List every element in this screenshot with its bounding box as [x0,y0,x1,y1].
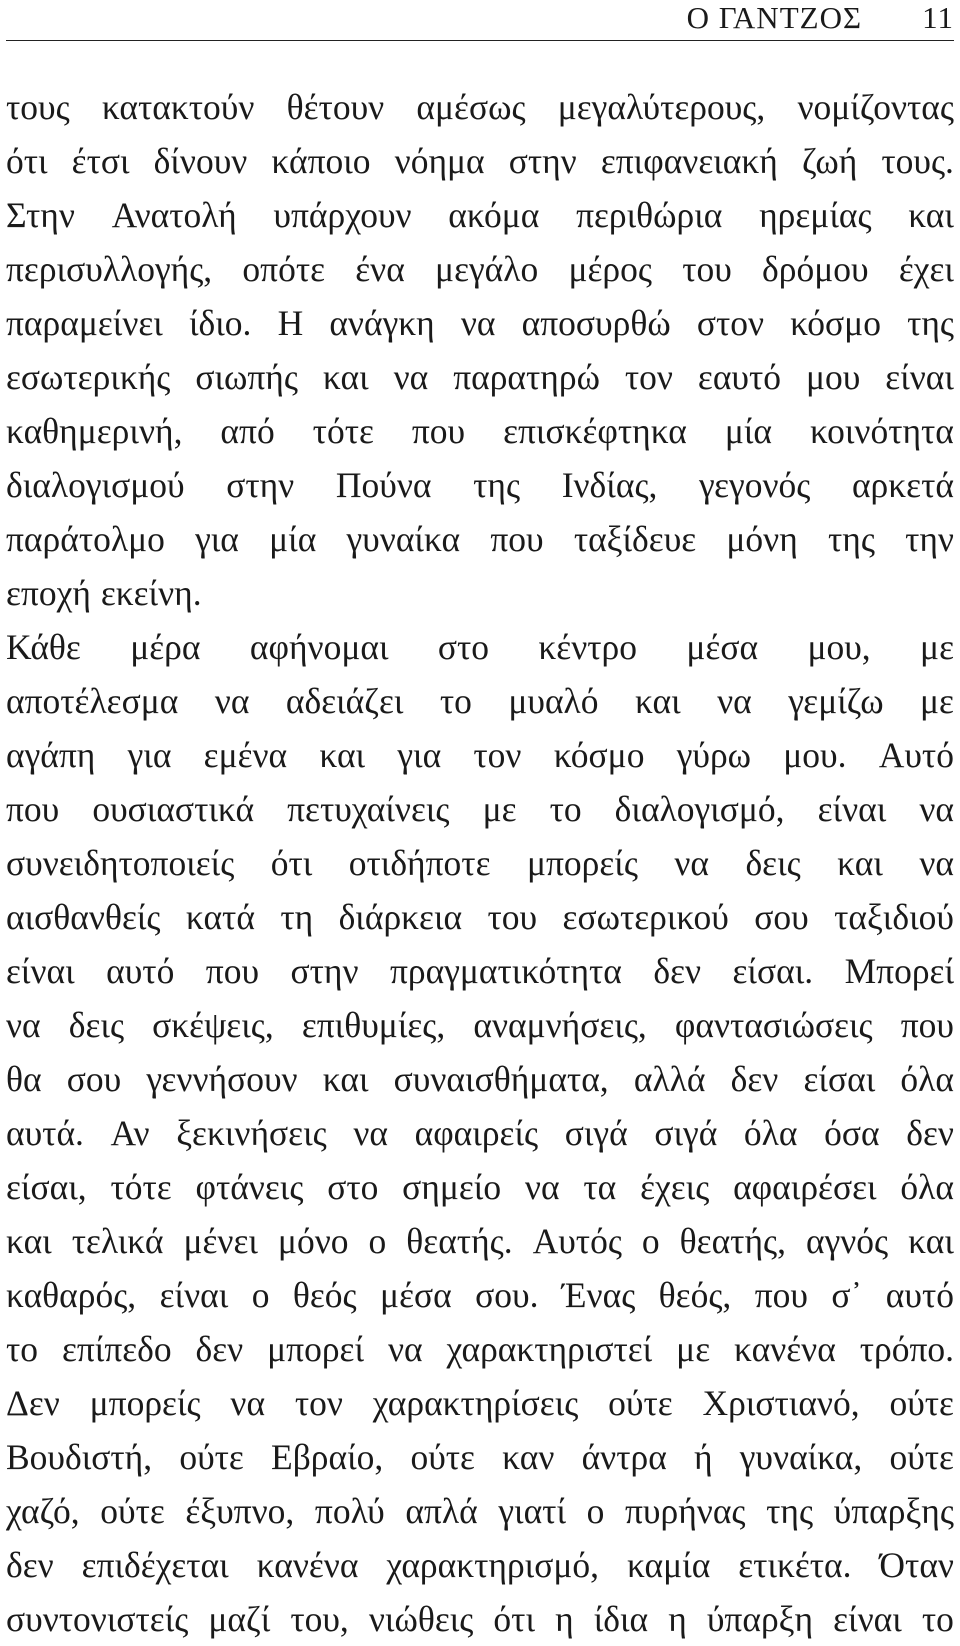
word: κόσμο [790,303,881,343]
word: στην [290,951,359,991]
word: τη [280,897,314,937]
text-line [6,512,954,566]
word: άντρα [581,1437,667,1477]
word: θα [6,1059,42,1099]
word: ούτε [100,1491,165,1531]
word: Ινδίας, [561,465,658,505]
word: χαρακτηρίσεις [372,1383,579,1423]
word: επισκέφτηκα [503,411,687,451]
word: ταξίδευε [573,519,697,559]
word: μόνη [726,519,798,559]
word: είναι [833,1599,902,1639]
text-line [6,296,954,350]
word: καθημερινή, [6,411,183,451]
word: για [127,735,172,775]
word: Όταν [879,1545,954,1585]
word: Ανατολή [111,195,237,235]
word: ηρεμίας [759,195,872,235]
text-line [6,242,954,296]
word: αποσυρθώ [521,303,671,343]
word: γυναίκα, [739,1437,863,1477]
word: αυτό [885,1275,954,1315]
word: ξεκινήσεις [176,1113,327,1153]
word: είναι [885,357,954,397]
word: χαρακτηριστεί [446,1329,653,1369]
word: σου [66,1059,122,1099]
word: κανένα [256,1545,359,1585]
word: καμία [626,1545,711,1585]
word: το [921,1599,954,1639]
word: ύπαρξης [833,1491,954,1531]
word: είναι [817,789,887,829]
word: αγάπη [6,735,96,775]
word: στο [437,627,490,667]
text-line [6,782,954,836]
word: ούτε [889,1437,954,1477]
word: του, [290,1599,349,1639]
word: της [473,465,521,505]
word: στην [226,465,295,505]
text-line [6,566,954,620]
word: Στην [6,195,75,235]
word: καθαρός, [6,1275,137,1315]
word: να [230,1383,266,1423]
word: στον [696,303,765,343]
word: είναι [159,1275,229,1315]
word: θεός [292,1275,357,1315]
word: αμέσως [416,87,526,127]
text-line [6,1160,954,1214]
word: στην [508,141,577,181]
word: οτιδήποτε [348,843,491,883]
text-line [6,80,954,134]
text-line [6,728,954,782]
word: αγνός [805,1221,889,1261]
word: της [907,303,954,343]
word: περιθώρια [576,195,723,235]
word: δεν [730,1059,779,1099]
text-line [6,1430,954,1484]
word: νομίζοντας [797,87,954,127]
word: έτσι [71,141,130,181]
word: φτάνεις [195,1167,304,1207]
word: ταξιδιού [834,897,954,937]
text-line [6,1106,954,1160]
word: να [6,1005,41,1045]
word: ουσιαστικά [92,789,255,829]
word: και [6,1221,52,1261]
word: δεν [906,1113,954,1153]
text-line [6,620,954,674]
word: ίδια [593,1599,649,1639]
word: δεις [68,1005,125,1045]
word: κάποιο [271,141,371,181]
word: είσαι. [732,951,814,991]
word: νόημα [394,141,485,181]
word: θέτουν [286,87,385,127]
running-title: Ο ΓΑΝΤΖΟΣ [686,0,862,35]
text-line [6,1484,954,1538]
word: γύρω [676,735,752,775]
word: τους. [881,141,954,181]
word: εκείνη. [100,573,202,613]
word: Εβραίο, [271,1437,384,1477]
word: ούτε [410,1437,475,1477]
word: καν [502,1437,555,1477]
word: μέρος [568,249,652,289]
word: το [549,789,582,829]
word: να [717,681,752,721]
word: απλά [405,1491,478,1531]
word: είναι [6,951,75,991]
text-line [6,1214,954,1268]
word: μέσα [380,1275,452,1315]
word: εσωτερικού [562,897,729,937]
word: Αυτό [878,735,954,775]
word: να [460,303,496,343]
word: τελικά [71,1221,164,1261]
word: μία [269,519,317,559]
word: γεγονός [699,465,811,505]
word: συναισθήματα, [393,1059,609,1099]
word: για [397,735,442,775]
word: διαλογισμού [6,465,185,505]
word: διάρκεια [338,897,463,937]
word: μόνο [277,1221,349,1261]
word: η [555,1599,574,1639]
word: αισθανθείς [6,897,161,937]
word: θεός, [658,1275,732,1315]
word: ούτε [179,1437,244,1477]
word: και [322,357,369,397]
word: και [908,195,954,235]
word: αναμνήσεις, [473,1005,647,1045]
word: Κάθε [6,627,81,667]
word: με [920,681,954,721]
word: νιώθεις [368,1599,474,1639]
word: επιφανειακή [600,141,778,181]
word: κέντρο [538,627,637,667]
word: να [393,357,429,397]
word: τρόπο. [859,1329,954,1369]
text-line [6,350,954,404]
word: ή [693,1437,713,1477]
word: κατακτούν [101,87,255,127]
word: οπότε [242,249,326,289]
word: είσαι, [6,1167,87,1207]
word: που [490,519,544,559]
word: και [634,681,681,721]
word: τότε [312,411,374,451]
word: για [195,519,239,559]
word: πετυχαίνεις [287,789,450,829]
word: κανένα [734,1329,836,1369]
word: τότε [110,1167,172,1207]
word: σιγά [564,1113,628,1153]
word: επίπεδο [61,1329,172,1369]
word: πυρήνας [625,1491,746,1531]
word: εποχή [6,573,91,613]
word: παράτολμο [6,519,165,559]
word: μπορείς [526,843,638,883]
word: και [908,1221,954,1261]
word: σημείο [402,1167,502,1207]
word: τον [473,735,522,775]
word: δεν [6,1545,54,1585]
word: αφαιρέσει [733,1167,877,1207]
word: που [205,951,260,991]
word: τα [583,1167,617,1207]
word: θεατής. [406,1221,513,1261]
word: όλα [900,1167,954,1207]
word: με [482,789,517,829]
word: θεατής, [679,1221,786,1261]
word: επιθυμίες, [301,1005,446,1045]
word: μέσα [686,627,759,667]
word: που [411,411,466,451]
word: μου. [783,735,847,775]
word: να [387,1329,423,1369]
text-line [6,134,954,188]
word: έχει [898,249,954,289]
word: κοινότητα [810,411,954,451]
word: Πούνα [335,465,432,505]
word: της [828,519,875,559]
word: με [920,627,954,667]
word: συντονιστείς [6,1599,189,1639]
word: Βουδιστή, [6,1437,153,1477]
text-line [6,890,954,944]
word: μία [724,411,773,451]
word: μπορεί [267,1329,365,1369]
word: δεν [195,1329,244,1369]
word: μπορείς [89,1383,201,1423]
running-header [6,0,954,41]
word: γυναίκα [346,519,461,559]
word: είσαι [803,1059,876,1099]
word: πολύ [314,1491,385,1531]
page-number: 11 [922,0,954,35]
word: πραγματικότητα [389,951,622,991]
text-line [6,1538,954,1592]
word: που [754,1275,808,1315]
word: να [214,681,250,721]
word: εσωτερικής [6,357,171,397]
word: μένει [183,1221,258,1261]
word: σου [754,897,809,937]
word: περισυλλογής, [6,249,213,289]
word: αφήνομαι [249,627,389,667]
word: και [319,735,366,775]
word: Ένας [561,1275,636,1315]
word: χαρακτηρισμό, [386,1545,600,1585]
word: στο [327,1167,379,1207]
word: μέρα [130,627,201,667]
word: την [905,519,954,559]
word: δεις [745,843,801,883]
word: μυαλό [508,681,599,721]
text-line [6,404,954,458]
text-line [6,458,954,512]
word: αφαιρείς [414,1113,539,1153]
word: του [682,249,732,289]
word: μεγαλύτερους, [557,87,766,127]
word: ο [586,1491,605,1531]
text-line [6,1052,954,1106]
word: και [837,843,883,883]
word: και [322,1059,369,1099]
word: επιδέχεται [81,1545,229,1585]
word: γεμίζω [788,681,884,721]
word: Χριστιανό, [702,1383,860,1423]
word: ανάγκη [329,303,435,343]
word: εαυτό [697,357,782,397]
word: σου. [475,1275,539,1315]
word: ο [251,1275,270,1315]
word: μεγάλο [435,249,539,289]
word: Δεν [6,1383,60,1423]
word: Αυτός [532,1221,622,1261]
word: έχεις [640,1167,710,1207]
word: να [919,789,954,829]
word: ότι [6,141,48,181]
word: ότι [493,1599,535,1639]
word: όλα [900,1059,954,1099]
word: Αν [110,1113,150,1153]
body-text [6,80,954,1646]
word: όλα [743,1113,798,1153]
word: σκέψεις, [152,1005,274,1045]
word: ο [641,1221,660,1261]
word: γιατί [498,1491,566,1531]
word: τους [6,87,70,127]
word: αυτό [106,951,175,991]
word: αποτέλεσμα [6,681,179,721]
word: δεν [653,951,702,991]
word: ένα [355,249,405,289]
text-line [6,998,954,1052]
word: κόσμο [553,735,645,775]
word: φαντασιώσεις [674,1005,873,1045]
word: υπάρχουν [273,195,412,235]
word: Η [277,303,304,343]
word: γεννήσουν [146,1059,298,1099]
word: δρόμου [762,249,869,289]
word: δίνουν [153,141,248,181]
word: χαζό, [6,1491,80,1531]
word: όσα [824,1113,880,1153]
word: που [900,1005,954,1045]
word: ούτε [608,1383,673,1423]
word: αυτά. [6,1113,84,1153]
word: σ᾽ [831,1275,863,1315]
word: του [487,897,538,937]
word: ίδιο. [188,303,252,343]
word: το [439,681,472,721]
word: έξυπνο, [185,1491,295,1531]
word: να [919,843,954,883]
text-line [6,836,954,890]
word: αλλά [633,1059,706,1099]
word: να [524,1167,560,1207]
word: ύπαρξη [706,1599,814,1639]
word: ακόμα [448,195,540,235]
text-line [6,674,954,728]
word: τον [624,357,673,397]
word: που [6,789,60,829]
word: μου, [807,627,871,667]
word: ούτε [889,1383,954,1423]
word: από [220,411,275,451]
word: η [668,1599,687,1639]
word: αδειάζει [285,681,404,721]
word: παραμείνει [6,303,163,343]
word: να [674,843,709,883]
text-line [6,1322,954,1376]
word: ζωή [801,141,858,181]
word: της [766,1491,814,1531]
word: παρατηρώ [453,357,600,397]
text-line [6,1268,954,1322]
word: σιγά [654,1113,718,1153]
word: μαζί [208,1599,271,1639]
word: αρκετά [851,465,954,505]
text-line [6,1592,954,1646]
text-line [6,188,954,242]
word: να [353,1113,388,1153]
word: εμένα [203,735,288,775]
word: διαλογισμό, [614,789,785,829]
text-line [6,944,954,998]
text-line [6,1376,954,1430]
word: συνειδητοποιείς [6,843,235,883]
word: ετικέτα. [738,1545,852,1585]
word: τον [294,1383,343,1423]
word: ο [368,1221,387,1261]
word: Μπορεί [844,951,954,991]
word: σιωπής [195,357,298,397]
word: με [676,1329,711,1369]
word: ότι [270,843,313,883]
word: μου [805,357,861,397]
word: το [6,1329,39,1369]
word: κατά [185,897,255,937]
